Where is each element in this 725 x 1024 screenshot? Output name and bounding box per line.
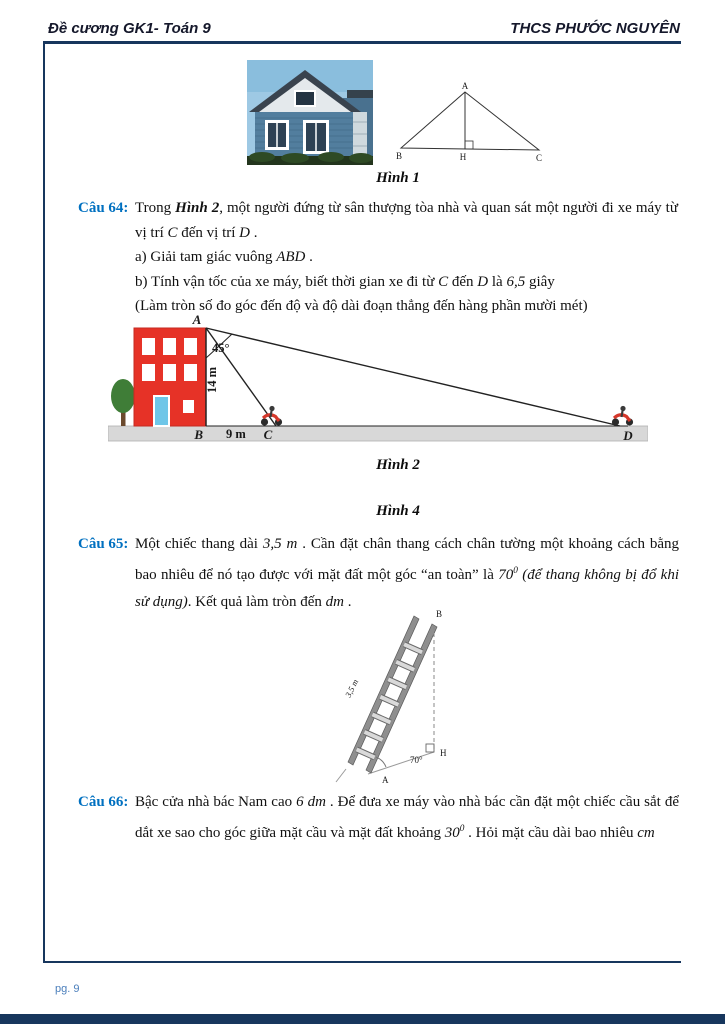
header-rule	[43, 41, 681, 44]
fig2-height-label: 14 m	[205, 366, 219, 394]
question-65-text: Một chiếc thang dài 3,5 m . Cần đặt chân thang cách chân tường một khoảng cách bằng bao nhiêu để nó tạo được với mặt đất một góc “an toàn” là $70^0$ (để thang không bị đổ khi sử dụng). Kết quả làm tròn đến dm .	[135, 536, 679, 610]
question-64-label: Câu 64:	[78, 200, 129, 216]
figure-2	[108, 312, 648, 454]
fig2-label-b: B	[194, 427, 203, 442]
figure-2-caption: Hình 2	[376, 457, 420, 473]
ladder-angle-label: 70°	[410, 755, 423, 765]
vertex-label-b: B	[396, 151, 403, 161]
vertex-label-h: H	[459, 152, 467, 162]
fig2-label-d: D	[623, 428, 633, 443]
house-photo	[247, 60, 373, 165]
ladder-label-a: A	[382, 775, 389, 785]
page-number: pg. 9	[55, 983, 80, 995]
header-course-title: Đề cương GK1- Toán 9	[48, 20, 211, 37]
question-66-label: Câu 66:	[78, 794, 129, 810]
question-65	[78, 531, 679, 616]
question-66	[78, 789, 679, 847]
figure-1-triangle	[393, 80, 551, 164]
ladder-label-h: H	[440, 748, 447, 758]
fig2-label-c: C	[263, 427, 273, 442]
question-64-intro: Trong Hình 2, một người đứng từ sân thượng tòa nhà và quan sát một người đi xe máy từ vị trí C đến vị trí D .	[135, 200, 678, 241]
ladder-label-b: B	[436, 609, 443, 619]
figure-1-caption: Hình 1	[376, 170, 420, 186]
ladder-length-label: 3,5 m	[342, 677, 361, 699]
footer-rule	[43, 961, 681, 963]
triangle-diagram	[393, 80, 551, 164]
vertex-label-a: A	[461, 81, 469, 91]
figure-4-caption: Hình 4	[376, 503, 420, 519]
bottom-accent-bar	[0, 1014, 725, 1024]
question-64-note: (Làm tròn số đo góc đến độ và độ dài đoạn thẳng đến hàng phần mười mét)	[135, 298, 588, 314]
page-header	[48, 20, 680, 37]
ladder-figure	[330, 606, 460, 786]
question-64-part-a: a) Giải tam giác vuông ABD .	[135, 249, 313, 265]
fig2-angle-label: 45°	[212, 341, 230, 355]
question-64-part-b: b) Tính vận tốc của xe máy, biết thời gian xe đi từ C đến D là 6,5 giây	[135, 273, 555, 290]
fig2-base-label: 9 m	[226, 427, 246, 441]
left-border-rule	[43, 41, 45, 962]
ladder-diagram	[330, 606, 460, 786]
vertex-label-c: C	[535, 153, 543, 163]
question-66-text: Bậc cửa nhà bác Nam cao 6 dm . Để đưa xe máy vào nhà bác cần đặt một chiếc cầu sắt để dắt xe sao cho góc giữa mặt cầu và mặt đất khoảng $30^0$ . Hỏi mặt cầu dài bao nhiêu cm	[135, 794, 679, 841]
house-illustration	[247, 60, 373, 165]
header-school-name: THCS PHƯỚC NGUYÊN	[510, 20, 680, 37]
building-diagram	[108, 312, 648, 454]
fig2-label-a: A	[192, 312, 202, 327]
question-65-label: Câu 65:	[78, 536, 129, 552]
question-64	[78, 196, 678, 319]
